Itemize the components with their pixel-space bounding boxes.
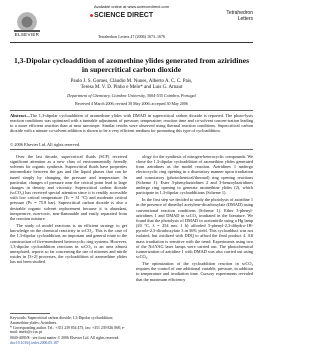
header-divider — [10, 42, 253, 43]
body-paragraph: Over the last decade, supercritical fluids (SCF) received significant attention as a new class of environmentally friendly solvents for organic synthesis. Supercritical fluids have properties intermediate between the gas and the liquid phases that can be tuned simply by changing the pressure and temperature. In particular, changes of pressure near the critical point lead to large changes in density and viscosity. Supercritical carbon dioxide (scCO₂) has received special attention since it is readily accessible with low critical temperature (Tc = 31 °C) and moderate critical pressure (Pc = 75.8 bar). Supercritical carbon dioxide is also a desirable organic solvent replacement because it is abundant, inexpensive, non-toxic, non-flammable and easily separated from the reaction mixture. — [10, 154, 127, 221]
abstract-bottom-divider — [10, 149, 253, 150]
sciencedirect-dot-icon — [90, 14, 93, 17]
body-paragraph: In the first step we decided to study the photolysis of aziridine 1 in the presence of dimethyl acetylene-dicarboxylate (DMAD) using conventional reaction conditions (Scheme 1). Ether 3-phenyl-aziridines 1 and DMAD in scCO₂ irradiated in the literature. We found that the photolysis of DMAD in acetonitrile using a Hg lamp (20 °C, λ = 254 nm, 1 h) afforded 5-phenyl-2,3-dihydro-1H-pyrrole-2,3-dicarboxylate 3 in 36% yield. This cycloadduct was not isolated, but oxidized with DDQ to afford the final product 4. All mass irradiation is sensitive with the trend. Experiments using two of the Nd:YAG laser lamps were carried out. The photochemical isomerization of aziridine 1 with DMAD was also carried out using scCO₂. — [136, 197, 253, 259]
journal-name-line1: Tetrahedron — [226, 10, 253, 16]
body-column-right — [136, 154, 253, 284]
footnotes — [10, 316, 127, 346]
body-paragraph: The study of model reactions is an efficient strategy to get knowledge on the chemical reactivity in scCO₂. This is the case of the 1,3-dipolar cycloaddition, an important and general route to the construction of five-membered heterocyclic ring systems. However, 1,3-dipolar cycloaddition reactions in scCO₂ is an area almost unexplored, reports so far concerning the use of nitrones and nitrile oxides in [3+2] processes, the cycloaddition of azomethine ylides has not been studied. — [10, 223, 127, 265]
elsevier-tree-icon — [14, 10, 40, 32]
body-paragraph: ology for the synthesis of nitrogen-heterocyclic compounds. We chose the 1,3-dipolar cycloaddition of azomethine ylides generated from aziridines as the model reaction. Aziridines 1 undergo electrocyclic ring opening in a disrotatory manner upon irradiation and conrotatory (photochemical/thermal) ring opening reactions (Scheme 1). Ester 3-phenylaziridines 2 and 3-benzoylaziridines undergo ring opening to generate azomethine ylides (2), which participate in 1,3-dipolar cycloadditions (Scheme 1). — [136, 154, 253, 196]
sciencedirect-text: SCIENCE DIRECT — [94, 12, 154, 19]
copyright-notice: © 2006 Elsevier Ltd. All rights reserved. — [10, 142, 81, 147]
footnote-divider — [10, 313, 50, 314]
body-column-left — [10, 154, 127, 266]
authors-line2: Teresa M. V. D. Pinho e Melo* and Luis G. Arnaut — [80, 85, 183, 90]
publisher-logo-text: ELSEVIER — [14, 32, 40, 37]
affiliation: Department of Chemistry, Coimbra University, 3004-535 Coimbra, Portugal — [67, 93, 196, 98]
body-paragraph: The optimization of the cycloaddition reaction in scCO₂ requires the control of one additional variable, pressure, in addition to temperature and irradiation time. Cursory experiments revealed that the maximum efficiency — [136, 261, 253, 282]
issn-line: 0040-4039/$ - see front matter © 2006 Elsevier Ltd. All rights reserved. — [10, 335, 120, 340]
abstract-text: The 1,3-dipolar cycloaddition of azomethine ylides with DMAD in supercritical carbon dioxide is reported. The photo-lysis reaction conditions was optimized with a tuneable adjustment of pressure; temperature; reaction time and co-solvent concen-tration leading to a more efficient reaction than at near azeotrope. Similar results were observed using thermal reaction conditions. Supercritical carbon dioxide with a minute co-solvent addition is shown to be a very efficient medium for promoting this type of cycloaddition. — [10, 113, 253, 134]
available-online-banner: Available online at www.sciencedirect.com — [93, 4, 170, 9]
authors-line1: Paulo J. S. Gomes, Cláudio M. Nunes, Alberto A. C. C. Pais, — [70, 79, 193, 84]
journal-citation: Tetrahedron Letters 47 (2006) 1673–1676 — [97, 34, 166, 39]
journal-name — [219, 10, 253, 36]
article-title: 1,3-Dipolar cycloaddition of azomethine ylides generated from aziridines in supercritical carbon dioxide — [13, 56, 250, 74]
doi-link[interactable]: doi:10.1016/j.tetlet.2006.05.187 — [10, 340, 59, 345]
abstract — [10, 113, 253, 133]
abstract-top-divider — [10, 110, 253, 111]
abstract-label: Abstract— — [10, 113, 31, 118]
sciencedirect-logo — [90, 12, 170, 22]
author-list — [10, 79, 253, 91]
received-dates: Received 4 March 2006; revised 30 May 2006; accepted 30 May 2006 — [75, 101, 188, 106]
keywords: Keywords: Supercritical carbon dioxide; 1,3-Dipolar cycloaddition; Azomethine ylides; Aziridines. — [10, 316, 113, 325]
corresponding-author-note: * Corresponding author. Tel.: +351 239 854 475; fax: +351 239 826 068; e-mail: tmelo@ci.uc.pt — [10, 325, 125, 335]
journal-name-line2: Letters — [237, 16, 253, 22]
